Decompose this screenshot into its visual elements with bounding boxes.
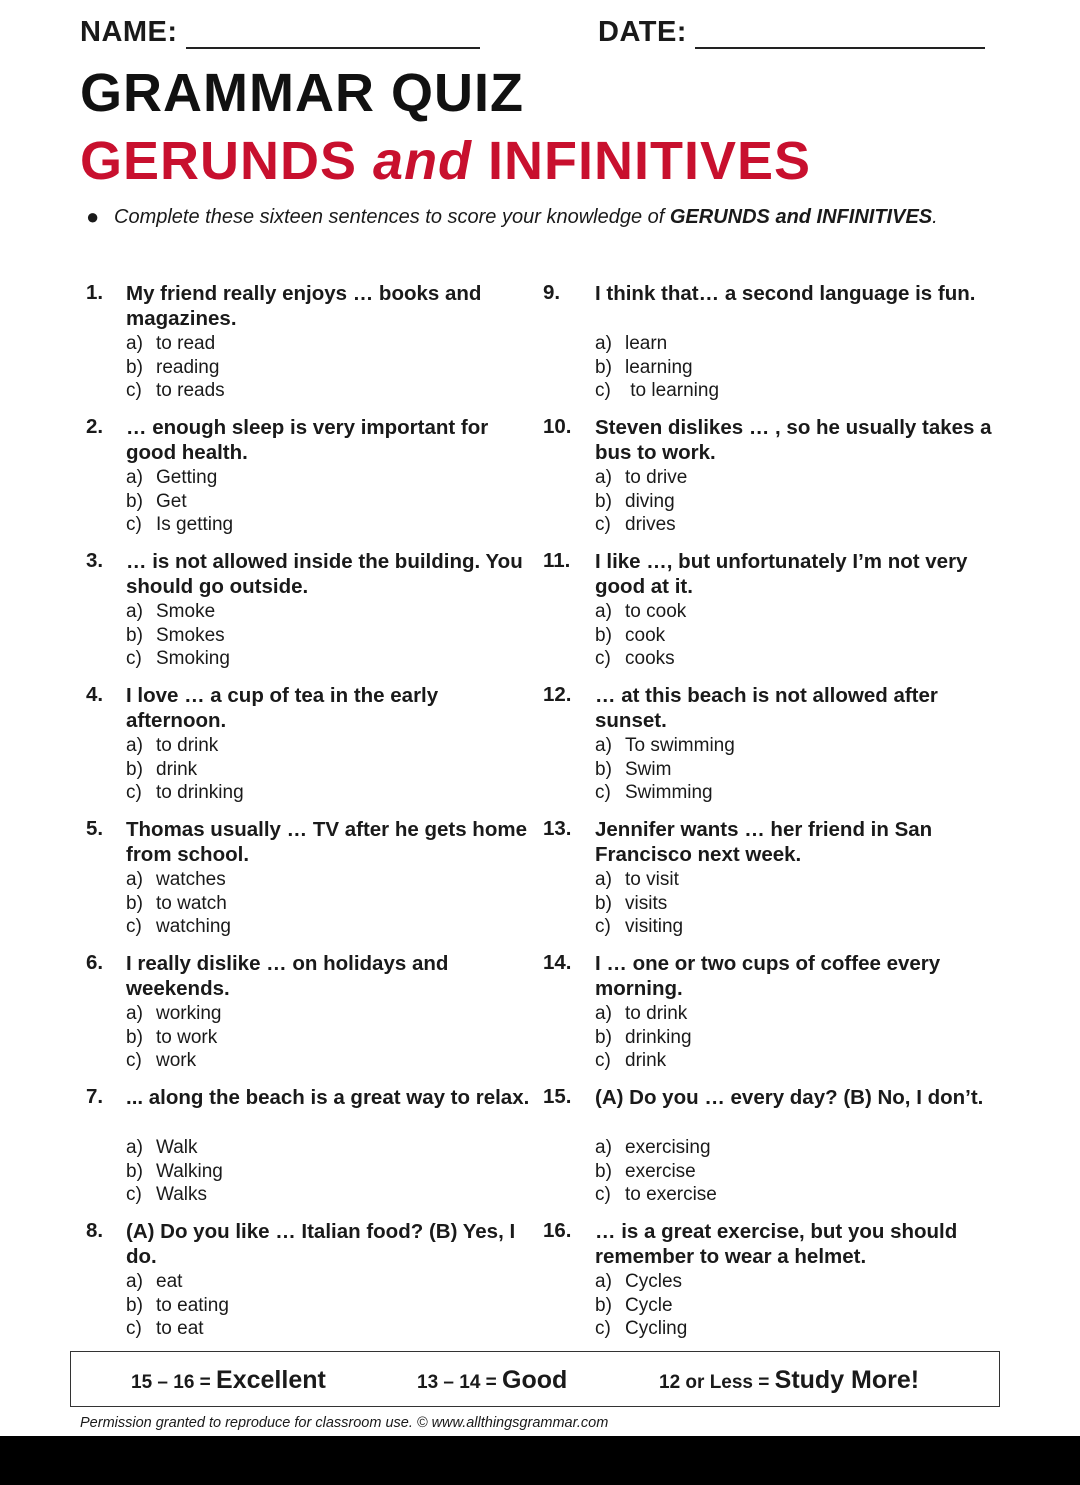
option-letter: b) — [595, 892, 612, 914]
option-letter: a) — [126, 467, 143, 488]
option-letter: c) — [595, 1318, 611, 1339]
question-item — [86, 951, 526, 1085]
option-letter: b) — [126, 892, 143, 914]
option-text: Getting — [156, 467, 218, 488]
subtitle-part-2: INFINITIVES — [472, 131, 812, 191]
option-text: exercise — [625, 1160, 696, 1182]
answer-option[interactable] — [126, 1160, 223, 1184]
answer-options — [595, 466, 687, 537]
option-letter: c) — [595, 1050, 611, 1071]
option-text: Walking — [156, 1160, 223, 1182]
question-stem: I … one or two cups of coffee every morning. — [595, 952, 941, 1000]
option-text: to eating — [156, 1294, 229, 1316]
option-letter: a) — [126, 601, 143, 622]
option-letter: b) — [126, 624, 143, 646]
question-number: 2. — [86, 415, 104, 438]
answer-option[interactable] — [595, 1026, 692, 1050]
option-text: Walks — [156, 1184, 208, 1205]
instructions-text-b: GERUNDS and INFINITIVES — [669, 206, 933, 228]
answer-options — [126, 600, 230, 671]
option-letter: c) — [126, 782, 142, 803]
option-letter: b) — [126, 1160, 143, 1182]
option-text: drinking — [625, 1026, 692, 1048]
option-text: Swimming — [625, 782, 713, 803]
score-excellent — [131, 1366, 326, 1395]
option-letter: b) — [595, 490, 612, 512]
score-study-more — [659, 1366, 919, 1395]
question-item — [543, 951, 1003, 1085]
option-letter: a) — [126, 1271, 143, 1292]
question-item — [86, 1219, 526, 1353]
question-number: 7. — [86, 1085, 104, 1108]
option-text: to learning — [625, 380, 720, 401]
option-text: reading — [156, 356, 220, 378]
question-item — [543, 1085, 1003, 1219]
answer-option[interactable] — [595, 892, 683, 916]
question-number: 3. — [86, 549, 104, 572]
option-letter: a) — [126, 1137, 143, 1158]
score-range: 15 – 16 = — [131, 1372, 217, 1393]
score-range: 12 or Less = — [659, 1372, 775, 1393]
answer-options — [595, 332, 719, 403]
question-number: 1. — [86, 281, 104, 304]
option-letter: b) — [595, 624, 612, 646]
answer-option[interactable] — [126, 1049, 221, 1073]
option-letter: a) — [595, 333, 612, 354]
answer-option[interactable] — [126, 915, 231, 939]
option-text: to exercise — [625, 1184, 717, 1205]
question-stem: … is not allowed inside the building. You should go outside. — [126, 550, 523, 598]
instructions — [80, 204, 954, 230]
bullet-icon: ● — [86, 204, 100, 229]
option-letter: c) — [126, 916, 142, 937]
instructions-text-a: Complete these sixteen sentences to score your knowledge of — [114, 206, 670, 228]
quiz-title: GRAMMAR QUIZ — [80, 63, 524, 123]
option-text: eat — [156, 1271, 183, 1292]
question-item — [86, 1085, 530, 1219]
option-letter: a) — [595, 601, 612, 622]
question-stem: (A) Do you … every day? (B) No, I don’t. — [595, 1086, 984, 1109]
answer-option[interactable] — [595, 600, 686, 624]
name-field — [80, 16, 480, 49]
answer-option[interactable] — [126, 513, 233, 537]
option-text: Walk — [156, 1137, 198, 1158]
answer-option[interactable] — [126, 624, 230, 648]
option-letter: b) — [595, 1294, 612, 1316]
answer-option[interactable] — [126, 332, 225, 356]
option-letter: a) — [595, 1271, 612, 1292]
question-number: 10. — [543, 415, 572, 438]
option-text: visiting — [625, 916, 684, 937]
question-item — [86, 817, 526, 951]
answer-option[interactable] — [595, 1270, 687, 1294]
answer-option[interactable] — [595, 1160, 717, 1184]
answer-option[interactable] — [126, 868, 231, 892]
answer-option[interactable] — [126, 1317, 229, 1341]
question-item — [543, 281, 1003, 415]
option-text: exercising — [625, 1137, 711, 1158]
question-number: 16. — [543, 1219, 572, 1242]
answer-option[interactable] — [126, 1026, 221, 1050]
answer-option[interactable] — [126, 647, 230, 671]
question-number: 6. — [86, 951, 104, 974]
option-letter: b) — [126, 1026, 143, 1048]
option-letter: c) — [126, 380, 142, 401]
option-text: drink — [156, 758, 198, 780]
question-stem: … at this beach is not allowed after sunset. — [595, 684, 938, 732]
subtitle-part-1: GERUNDS — [80, 131, 374, 191]
question-stem: I love … a cup of tea in the early afternoon. — [126, 684, 439, 732]
question-stem: Steven dislikes … , so he usually takes a bus to work. — [595, 416, 992, 464]
option-text: to work — [156, 1026, 218, 1048]
option-text: Cycles — [625, 1271, 683, 1292]
question-stem: … enough sleep is very important for good health. — [126, 416, 489, 464]
answer-options — [126, 734, 244, 805]
name-label: NAME: — [80, 16, 178, 48]
option-text: Smoke — [156, 601, 216, 622]
option-letter: a) — [595, 869, 612, 890]
answer-option[interactable] — [595, 1049, 692, 1073]
question-stem: Thomas usually … TV after he gets home from school. — [126, 818, 527, 866]
answer-option[interactable] — [595, 379, 719, 403]
answer-options — [126, 1270, 229, 1341]
option-letter: c) — [595, 1184, 611, 1205]
option-letter: b) — [126, 356, 143, 378]
option-letter: b) — [595, 356, 612, 378]
answer-option[interactable] — [126, 356, 225, 380]
answer-option[interactable] — [126, 758, 244, 782]
answer-option[interactable] — [126, 1270, 229, 1294]
score-label: Excellent — [216, 1366, 326, 1394]
question-number: 13. — [543, 817, 572, 840]
date-blank-line — [695, 21, 985, 49]
option-text: Get — [156, 490, 187, 512]
answer-option[interactable] — [595, 647, 686, 671]
option-text: learn — [625, 333, 668, 354]
option-letter: b) — [595, 1026, 612, 1048]
date-label: DATE: — [598, 16, 687, 48]
answer-options — [126, 868, 231, 939]
option-text: Cycling — [625, 1318, 688, 1339]
question-number: 4. — [86, 683, 104, 706]
option-text: to read — [156, 333, 216, 354]
answer-option[interactable] — [126, 490, 233, 514]
answer-option[interactable] — [595, 1002, 692, 1026]
option-text: to eat — [156, 1318, 204, 1339]
option-text: To swimming — [625, 735, 735, 756]
answer-option[interactable] — [126, 379, 225, 403]
answer-option[interactable] — [595, 915, 683, 939]
option-letter: a) — [126, 869, 143, 890]
option-text: cooks — [625, 648, 675, 669]
question-item — [86, 549, 526, 683]
answer-option[interactable] — [126, 734, 244, 758]
answer-options — [595, 734, 735, 805]
question-stem: I like …, but unfortunately I’m not very good at it. — [595, 550, 968, 598]
option-text: diving — [625, 490, 675, 512]
name-blank-line — [186, 21, 480, 49]
answer-option[interactable] — [595, 868, 683, 892]
question-stem: (A) Do you like … Italian food? (B) Yes, I do. — [126, 1220, 516, 1268]
question-number: 5. — [86, 817, 104, 840]
questions-column-right — [543, 281, 1003, 1353]
option-text: to watch — [156, 892, 227, 914]
answer-option[interactable] — [595, 1317, 687, 1341]
answer-options — [595, 1270, 687, 1341]
permission-footer: Permission granted to reproduce for classroom use. © www.allthingsgrammar.com — [80, 1415, 609, 1431]
option-letter: a) — [595, 467, 612, 488]
question-item — [86, 415, 526, 549]
question-item — [543, 683, 1003, 817]
option-text: drink — [625, 1050, 667, 1071]
quiz-subtitle — [80, 130, 811, 192]
answer-option[interactable] — [595, 466, 687, 490]
option-text: watches — [156, 869, 226, 890]
answer-options — [126, 1136, 223, 1207]
option-letter: b) — [126, 490, 143, 512]
option-text: Cycle — [625, 1294, 673, 1316]
option-text: to reads — [156, 380, 225, 401]
answer-option[interactable] — [595, 513, 687, 537]
option-letter: c) — [126, 1050, 142, 1071]
option-letter: a) — [126, 735, 143, 756]
answer-option[interactable] — [595, 356, 719, 380]
answer-options — [595, 1136, 717, 1207]
question-stem: … is a great exercise, but you should remember to wear a helmet. — [595, 1220, 958, 1268]
answer-option[interactable] — [595, 781, 735, 805]
option-text: to visit — [625, 869, 679, 890]
option-letter: b) — [126, 1294, 143, 1316]
option-text: working — [156, 1003, 222, 1024]
question-number: 8. — [86, 1219, 104, 1242]
answer-option[interactable] — [595, 1294, 687, 1318]
score-range: 13 – 14 = — [417, 1372, 503, 1393]
question-number: 14. — [543, 951, 572, 974]
option-letter: c) — [126, 1318, 142, 1339]
question-number: 9. — [543, 281, 561, 304]
option-letter: a) — [126, 333, 143, 354]
option-text: to drink — [625, 1003, 688, 1024]
questions-column-left — [86, 281, 530, 1353]
option-letter: c) — [595, 514, 611, 535]
answer-option[interactable] — [126, 1183, 223, 1207]
option-letter: c) — [595, 648, 611, 669]
question-item — [543, 415, 1003, 549]
option-letter: c) — [595, 380, 611, 401]
answer-option[interactable] — [126, 781, 244, 805]
option-text: drives — [625, 514, 676, 535]
question-item — [86, 281, 526, 415]
option-text: Is getting — [156, 514, 234, 535]
score-good — [417, 1366, 567, 1395]
question-stem: I think that… a second language is fun. — [595, 282, 976, 305]
option-text: to drive — [625, 467, 688, 488]
option-letter: c) — [126, 1184, 142, 1205]
score-label: Good — [502, 1366, 568, 1394]
answer-option[interactable] — [126, 1136, 223, 1160]
answer-option[interactable] — [126, 1294, 229, 1318]
answer-options — [126, 466, 233, 537]
answer-option[interactable] — [595, 332, 719, 356]
option-text: to drinking — [156, 782, 244, 803]
option-letter: c) — [595, 916, 611, 937]
option-letter: b) — [126, 758, 143, 780]
question-stem: My friend really enjoys … books and magazines. — [126, 282, 482, 330]
answer-options — [595, 1002, 692, 1073]
option-text: to cook — [625, 601, 687, 622]
answer-option[interactable] — [126, 1002, 221, 1026]
option-text: cook — [625, 624, 666, 646]
question-number: 15. — [543, 1085, 572, 1108]
option-text: visits — [625, 892, 668, 914]
answer-option[interactable] — [126, 600, 230, 624]
bottom-black-bar — [0, 1436, 1080, 1485]
option-letter: c) — [595, 782, 611, 803]
option-text: Swim — [625, 758, 672, 780]
question-stem: I really dislike … on holidays and weekends. — [126, 952, 449, 1000]
question-stem: ... along the beach is a great way to relax. — [126, 1086, 530, 1109]
answer-option[interactable] — [595, 734, 735, 758]
answer-option[interactable] — [595, 624, 686, 648]
answer-options — [595, 600, 686, 671]
question-item — [543, 817, 1003, 951]
option-letter: a) — [126, 1003, 143, 1024]
option-letter: c) — [126, 648, 142, 669]
option-text: watching — [156, 916, 231, 937]
score-key — [70, 1351, 1000, 1407]
option-letter: a) — [595, 1137, 612, 1158]
option-text: Smoking — [156, 648, 230, 669]
option-letter: a) — [595, 1003, 612, 1024]
answer-options — [126, 332, 225, 403]
answer-options — [595, 868, 683, 939]
answer-option[interactable] — [595, 1183, 717, 1207]
answer-options — [126, 1002, 221, 1073]
answer-option[interactable] — [595, 758, 735, 782]
answer-option[interactable] — [126, 892, 231, 916]
question-item — [86, 683, 526, 817]
question-item — [543, 549, 1003, 683]
option-text: to drink — [156, 735, 219, 756]
subtitle-and: and — [373, 131, 473, 191]
score-label: Study More! — [774, 1366, 920, 1394]
answer-option[interactable] — [595, 1136, 717, 1160]
option-text: work — [156, 1050, 197, 1071]
question-item — [543, 1219, 1003, 1353]
date-field — [598, 16, 985, 49]
question-stem: Jennifer wants … her friend in San Francisco next week. — [595, 818, 933, 866]
option-letter: c) — [126, 514, 142, 535]
option-letter: b) — [595, 758, 612, 780]
question-number: 11. — [543, 549, 571, 572]
instructions-text-c: . — [932, 206, 938, 228]
option-text: learning — [625, 356, 693, 378]
option-letter: b) — [595, 1160, 612, 1182]
option-letter: a) — [595, 735, 612, 756]
question-number: 12. — [543, 683, 572, 706]
option-text: Smokes — [156, 624, 225, 646]
answer-option[interactable] — [126, 466, 233, 490]
answer-option[interactable] — [595, 490, 687, 514]
